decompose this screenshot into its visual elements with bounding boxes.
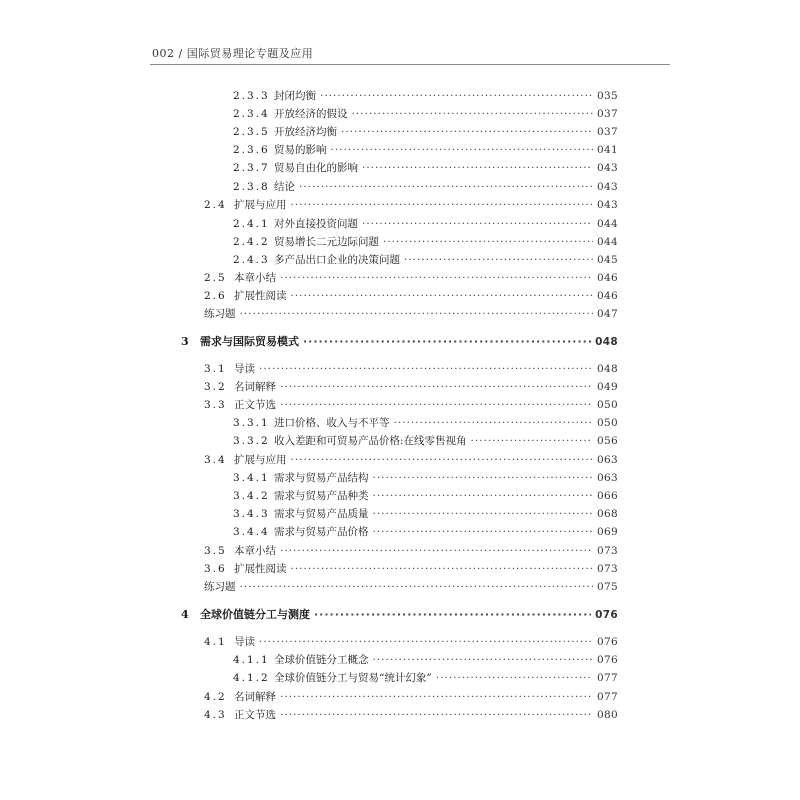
toc-title: 多产品出口企业的决策问题	[274, 254, 400, 266]
leader-dots	[291, 560, 594, 578]
toc-section-row	[204, 542, 618, 560]
toc-page-number: 048	[597, 363, 618, 375]
leader-dots	[373, 505, 594, 523]
toc-page-number: 075	[597, 581, 618, 593]
toc-title: 贸易增长二元边际问题	[274, 236, 379, 248]
toc-number: 2.4.3	[233, 254, 270, 266]
toc-subsection-row	[233, 505, 618, 523]
leader-dots	[362, 159, 593, 177]
toc-number: 3.5	[204, 545, 227, 557]
leader-dots	[303, 333, 591, 351]
toc-title: 正文节选	[234, 709, 276, 721]
toc-title: 扩展性阅读	[234, 563, 287, 575]
toc-title: 开放经济的假设	[274, 108, 348, 120]
toc-title: 名词解释	[234, 381, 276, 393]
toc-page-number: 077	[597, 691, 618, 703]
leader-dots	[280, 706, 593, 724]
toc-page-number: 041	[597, 144, 618, 156]
toc-section-row	[204, 360, 618, 378]
toc-subsection-row	[233, 251, 618, 269]
toc-section-row	[204, 578, 618, 596]
leader-dots	[291, 196, 594, 214]
toc-page-number: 068	[597, 508, 618, 520]
leader-dots	[240, 305, 594, 323]
toc-subsection-row	[233, 87, 618, 105]
toc-number: 3	[181, 335, 191, 348]
leader-dots	[373, 523, 594, 541]
toc-title: 全球价值链分工与贸易“统计幻象”	[274, 672, 432, 684]
toc-subsection-row	[233, 432, 618, 450]
toc-page-number: 063	[597, 472, 618, 484]
toc-title: 本章小结	[234, 272, 276, 284]
toc-number: 2.3.8	[233, 181, 270, 193]
toc-title: 需求与贸易产品种类	[274, 490, 369, 502]
toc-page-number: 046	[597, 290, 618, 302]
toc-chapter-row	[181, 333, 618, 351]
toc-title: 名词解释	[234, 691, 276, 703]
toc-number: 3.4.4	[233, 526, 270, 538]
toc-title: 需求与贸易产品结构	[274, 472, 369, 484]
toc-page-number: 047	[597, 308, 618, 320]
leader-dots	[259, 633, 593, 651]
toc-page-number: 050	[597, 417, 618, 429]
toc-subsection-row	[233, 651, 618, 669]
toc-page-number: 073	[597, 545, 618, 557]
toc-section-row	[204, 396, 618, 414]
leader-dots	[280, 542, 593, 560]
toc-number: 2.4.2	[233, 236, 270, 248]
toc-number: 2.3.6	[233, 144, 270, 156]
toc-number: 4.3	[204, 709, 227, 721]
toc-page-number: 046	[597, 272, 618, 284]
toc-number: 4	[181, 608, 191, 621]
leader-dots	[373, 469, 594, 487]
toc-title: 练习题	[204, 308, 236, 320]
toc-title: 扩展性阅读	[234, 290, 287, 302]
toc-title: 导读	[234, 363, 255, 375]
toc-title: 本章小结	[234, 545, 276, 557]
toc-page-number: 080	[597, 709, 618, 721]
leader-dots	[352, 105, 594, 123]
leader-dots	[280, 688, 593, 706]
toc-subsection-row	[233, 414, 618, 432]
toc-title: 贸易的影响	[274, 144, 327, 156]
toc-number: 4.1.1	[233, 654, 270, 666]
toc-page-number: 050	[597, 399, 618, 411]
toc-page-number: 037	[597, 108, 618, 120]
leader-dots	[240, 578, 594, 596]
leader-dots	[373, 651, 594, 669]
toc-chapter-row	[181, 606, 618, 624]
toc-number: 2.4.1	[233, 218, 270, 230]
toc-page-number: 076	[597, 654, 618, 666]
toc-subsection-row	[233, 669, 618, 687]
leader-dots	[394, 414, 594, 432]
leader-dots	[280, 269, 593, 287]
toc-page-number: 045	[597, 254, 618, 266]
toc-subsection-row	[233, 159, 618, 177]
leader-dots	[280, 378, 593, 396]
toc-section-row	[204, 451, 618, 469]
toc-number: 2.3.3	[233, 90, 270, 102]
toc-page-number: 073	[597, 563, 618, 575]
toc-title: 练习题	[204, 581, 236, 593]
toc-number: 4.1.2	[233, 672, 270, 684]
toc-section-row	[204, 269, 618, 287]
leader-dots	[471, 432, 594, 450]
toc-section-row	[204, 196, 618, 214]
toc-number: 3.4.1	[233, 472, 270, 484]
leader-dots	[436, 669, 593, 687]
toc-title: 封闭均衡	[274, 90, 316, 102]
toc-number: 2.3.5	[233, 126, 270, 138]
toc-section-row	[204, 688, 618, 706]
toc-page-number: 077	[597, 672, 618, 684]
toc-subsection-row	[233, 487, 618, 505]
leader-dots	[259, 360, 593, 378]
toc-page-number: 048	[595, 336, 618, 348]
toc-title: 需求与贸易产品价格	[274, 526, 369, 538]
leader-dots	[331, 141, 594, 159]
toc-title: 贸易自由化的影响	[274, 162, 358, 174]
toc-title: 扩展与应用	[234, 454, 287, 466]
toc-section-row	[204, 378, 618, 396]
toc-number: 3.3.2	[233, 435, 270, 447]
toc-number: 3.1	[204, 363, 227, 375]
leader-dots	[373, 487, 594, 505]
toc-title: 全球价值链分工概念	[274, 654, 369, 666]
toc-page-number: 069	[597, 526, 618, 538]
leader-dots	[383, 233, 593, 251]
toc-number: 3.3.1	[233, 417, 270, 429]
toc-page-number: 044	[597, 236, 618, 248]
toc-subsection-row	[233, 105, 618, 123]
toc-page-number: 044	[597, 218, 618, 230]
toc-title: 收入差距和可贸易产品价格:在线零售视角	[274, 435, 467, 447]
toc-title: 结论	[274, 181, 295, 193]
toc-subsection-row	[233, 123, 618, 141]
toc-page-number: 049	[597, 381, 618, 393]
leader-dots	[280, 396, 593, 414]
toc-section-row	[204, 706, 618, 724]
toc-number: 2.5	[204, 272, 227, 284]
leader-dots	[404, 251, 593, 269]
toc-page-number: 043	[597, 199, 618, 211]
toc-number: 4.2	[204, 691, 227, 703]
toc-subsection-row	[233, 178, 618, 196]
toc-page-number: 066	[597, 490, 618, 502]
toc-number: 2.4	[204, 199, 227, 211]
toc-page-number: 035	[597, 90, 618, 102]
toc-subsection-row	[233, 469, 618, 487]
leader-dots	[291, 451, 594, 469]
leader-dots	[291, 287, 594, 305]
toc-number: 2.3.7	[233, 162, 270, 174]
toc-number: 3.4	[204, 454, 227, 466]
toc-section-row	[204, 305, 618, 323]
toc-subsection-row	[233, 523, 618, 541]
toc-subsection-row	[233, 141, 618, 159]
toc-number: 3.4.2	[233, 490, 270, 502]
toc-subsection-row	[233, 233, 618, 251]
toc-number: 3.4.3	[233, 508, 270, 520]
toc-number: 2.3.4	[233, 108, 270, 120]
toc-number: 3.2	[204, 381, 227, 393]
toc-section-row	[204, 287, 618, 305]
toc-title: 全球价值链分工与测度	[200, 608, 310, 621]
leader-dots	[320, 87, 593, 105]
toc-page-number: 063	[597, 454, 618, 466]
toc-title: 导读	[234, 636, 255, 648]
toc-title: 进口价格、收入与不平等	[274, 417, 390, 429]
toc-title: 需求与贸易产品质量	[274, 508, 369, 520]
toc-title: 扩展与应用	[234, 199, 287, 211]
toc-section-row	[204, 560, 618, 578]
toc-number: 4.1	[204, 636, 227, 648]
toc-page-number: 037	[597, 126, 618, 138]
toc-number: 3.3	[204, 399, 227, 411]
toc-subsection-row	[233, 215, 618, 233]
toc-title: 正文节选	[234, 399, 276, 411]
leader-dots	[341, 123, 593, 141]
toc-number: 3.6	[204, 563, 227, 575]
toc-page-number: 076	[597, 636, 618, 648]
leader-dots	[299, 178, 593, 196]
toc-title: 对外直接投资问题	[274, 218, 358, 230]
toc-page-number: 076	[595, 609, 618, 621]
toc-number: 2.6	[204, 290, 227, 302]
toc-title: 开放经济均衡	[274, 126, 337, 138]
leader-dots	[362, 215, 593, 233]
header-rule	[150, 64, 670, 65]
toc-page-number: 043	[597, 162, 618, 174]
toc-page-number: 056	[597, 435, 618, 447]
leader-dots	[314, 606, 591, 624]
running-header: 002 / 国际贸易理论专题及应用	[152, 47, 314, 60]
toc-section-row	[204, 633, 618, 651]
toc-page-number: 043	[597, 181, 618, 193]
toc-title: 需求与国际贸易模式	[200, 335, 299, 348]
